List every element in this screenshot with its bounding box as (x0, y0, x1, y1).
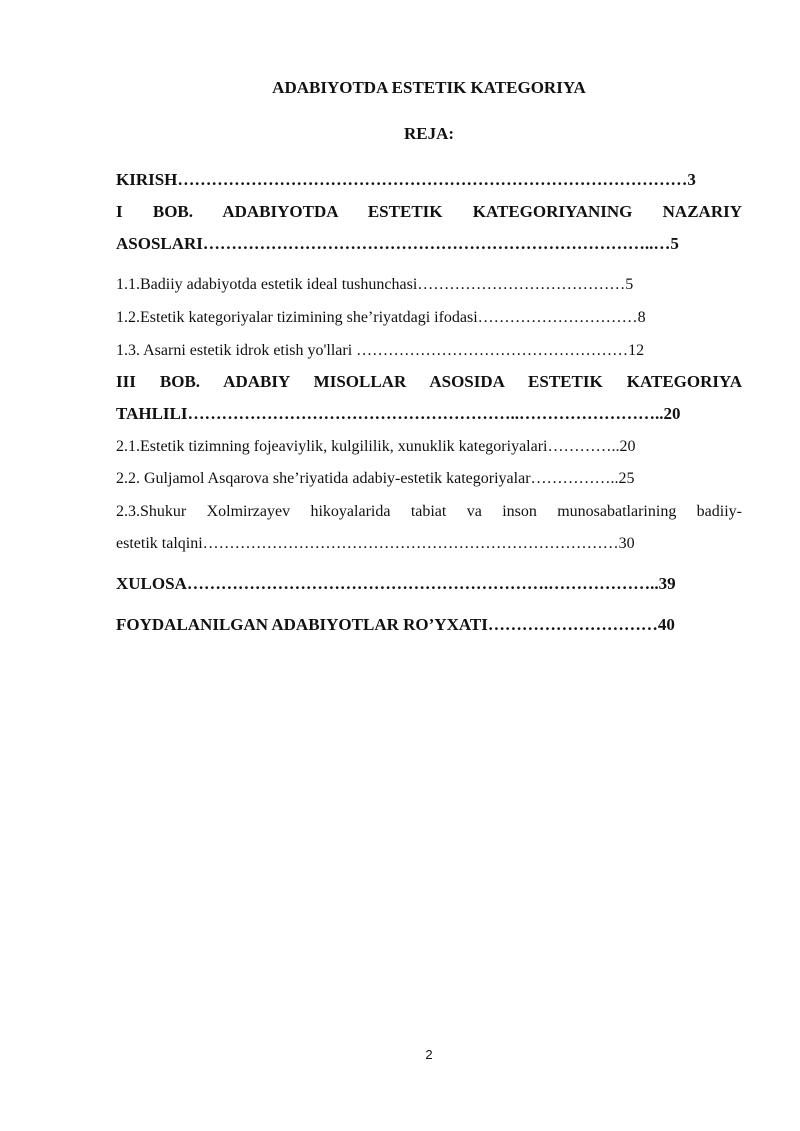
toc-entry-1-2: 1.2.Estetik kategoriyalar tizimining she’riyatdagi ifodasi…………………………8 (116, 309, 646, 326)
toc-entry-1-3: 1.3. Asarni estetik idrok etish yo'llari ……………………………………………12 (116, 342, 645, 359)
plan-heading: REJA: (403, 124, 455, 143)
toc-entry-chapter-2: III BOB. ADABIY MISOLLAR ASOSIDA ESTETIK KATEGORIYA (116, 372, 742, 391)
toc-entry-2-1: 2.1.Estetik tizimning fojeaviylik, kulgililik, xunuklik kategoriyalari…………..20 (116, 438, 636, 455)
toc-entry-chapter-1: I BOB. ADABIYOTDA ESTETIK KATEGORIYANING NAZARIY (116, 202, 742, 221)
toc-entry-2-3: 2.3.Shukur Xolmirzayev hikoyalarida tabiat va inson munosabatlarining badiiy- (116, 503, 742, 520)
toc-entry-2-2: 2.2. Guljamol Asqarova she’riyatida adabiy-estetik kategoriyalar……………..25 (116, 470, 635, 487)
toc-entry-1-1: 1.1.Badiiy adabiyotda estetik ideal tushunchasi…………………………………5 (116, 276, 634, 293)
toc-entry-references: FOYDALANILGAN ADABIYOTLAR RO’YXATI…………………………40 (116, 615, 675, 634)
page-number: 2 (425, 1047, 433, 1062)
toc-entry-chapter-1-cont: ASOSLARI……………………………………………………………………..…5 (116, 234, 679, 253)
toc-entry-introduction: KIRISH………………………………………………………………………………3 (116, 170, 696, 189)
document-title: ADABIYOTDA ESTETIK KATEGORIYA (272, 78, 586, 97)
toc-entry-2-3-cont: estetik talqini……………………………………………………………………30 (116, 535, 635, 552)
toc-entry-chapter-2-cont: TAHLILI…………………………………………………..……………………..20 (116, 404, 681, 423)
toc-entry-conclusion: XULOSA……………………………………………………….………………..39 (116, 574, 676, 593)
